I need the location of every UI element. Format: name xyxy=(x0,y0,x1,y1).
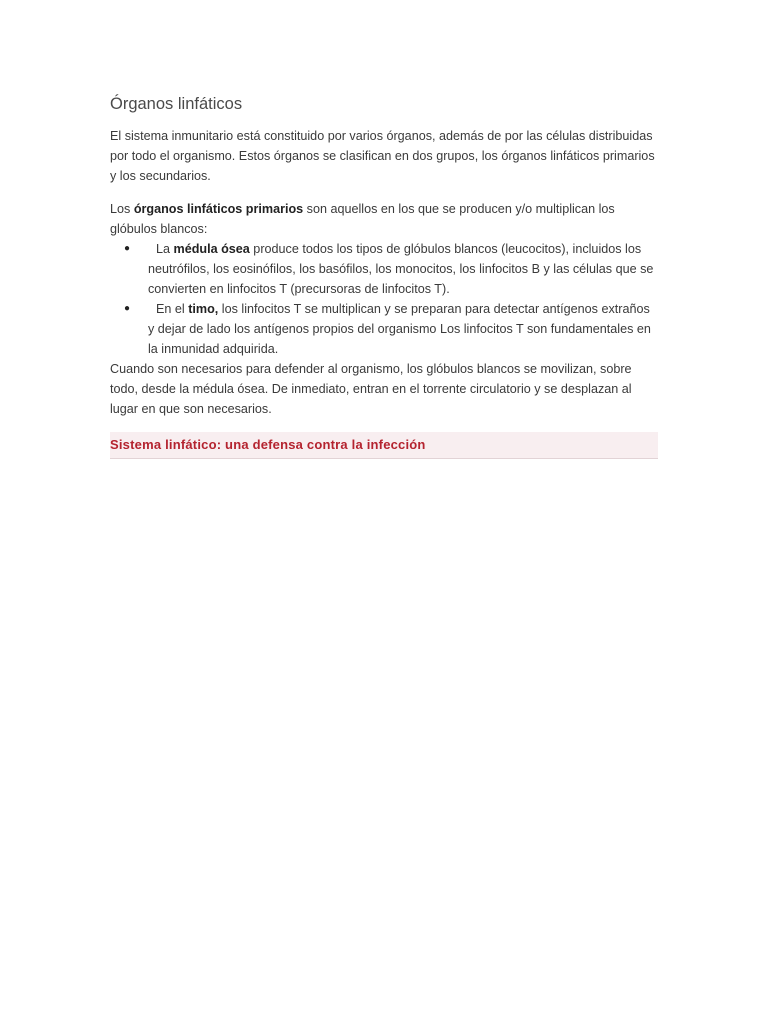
primary-organs-list xyxy=(110,239,658,359)
list-item-text: En el xyxy=(156,302,189,316)
bold-term: médula ósea xyxy=(173,242,250,256)
bullet-icon: ● xyxy=(124,243,131,254)
list-item xyxy=(110,239,658,299)
list-item-text: los linfocitos T se multiplican y se preparan para detectar antígenos extraños y dejar de lado los antígenos propios del organismo Los linfocitos T son fundamentales en la inmunidad adquirida. xyxy=(148,302,651,356)
primary-organs-paragraph xyxy=(110,199,658,239)
mobilization-paragraph: Cuando son necesarios para defender al organismo, los glóbulos blancos se movilizan, sobre todo, desde la médula ósea. De inmediato, entran en el torrente circulatorio y se desplazan al lugar en que son necesarios. xyxy=(110,362,632,416)
intro-paragraph: El sistema inmunitario está constituido por varios órganos, además de por las células distribuidas por todo el organismo. Estos órganos se clasifican en dos grupos, los órganos linfáticos primarios y los secundarios. xyxy=(110,129,655,183)
list-item-text: La xyxy=(156,242,174,256)
bullet-icon: ● xyxy=(124,303,131,314)
section-header: Sistema linfático: una defensa contra la infección xyxy=(110,432,658,459)
bold-term: órganos linfáticos primarios xyxy=(133,202,304,216)
paragraph-text: Los xyxy=(110,202,134,216)
document-content xyxy=(110,92,658,459)
list-item xyxy=(110,299,658,359)
bold-term: timo, xyxy=(188,302,219,316)
paragraph-text: son aquellos en los que se producen y/o multiplican los glóbulos blancos: xyxy=(110,202,615,236)
list-item-text: produce todos los tipos de glóbulos blancos (leucocitos), incluidos los neutrófilos, los eosinófilos, los basófilos, los monocitos, los linfocitos B y las células que se convierten en linfocitos T (precursoras de linfocitos T). xyxy=(148,242,654,296)
page-title: Órganos linfáticos xyxy=(110,95,243,113)
